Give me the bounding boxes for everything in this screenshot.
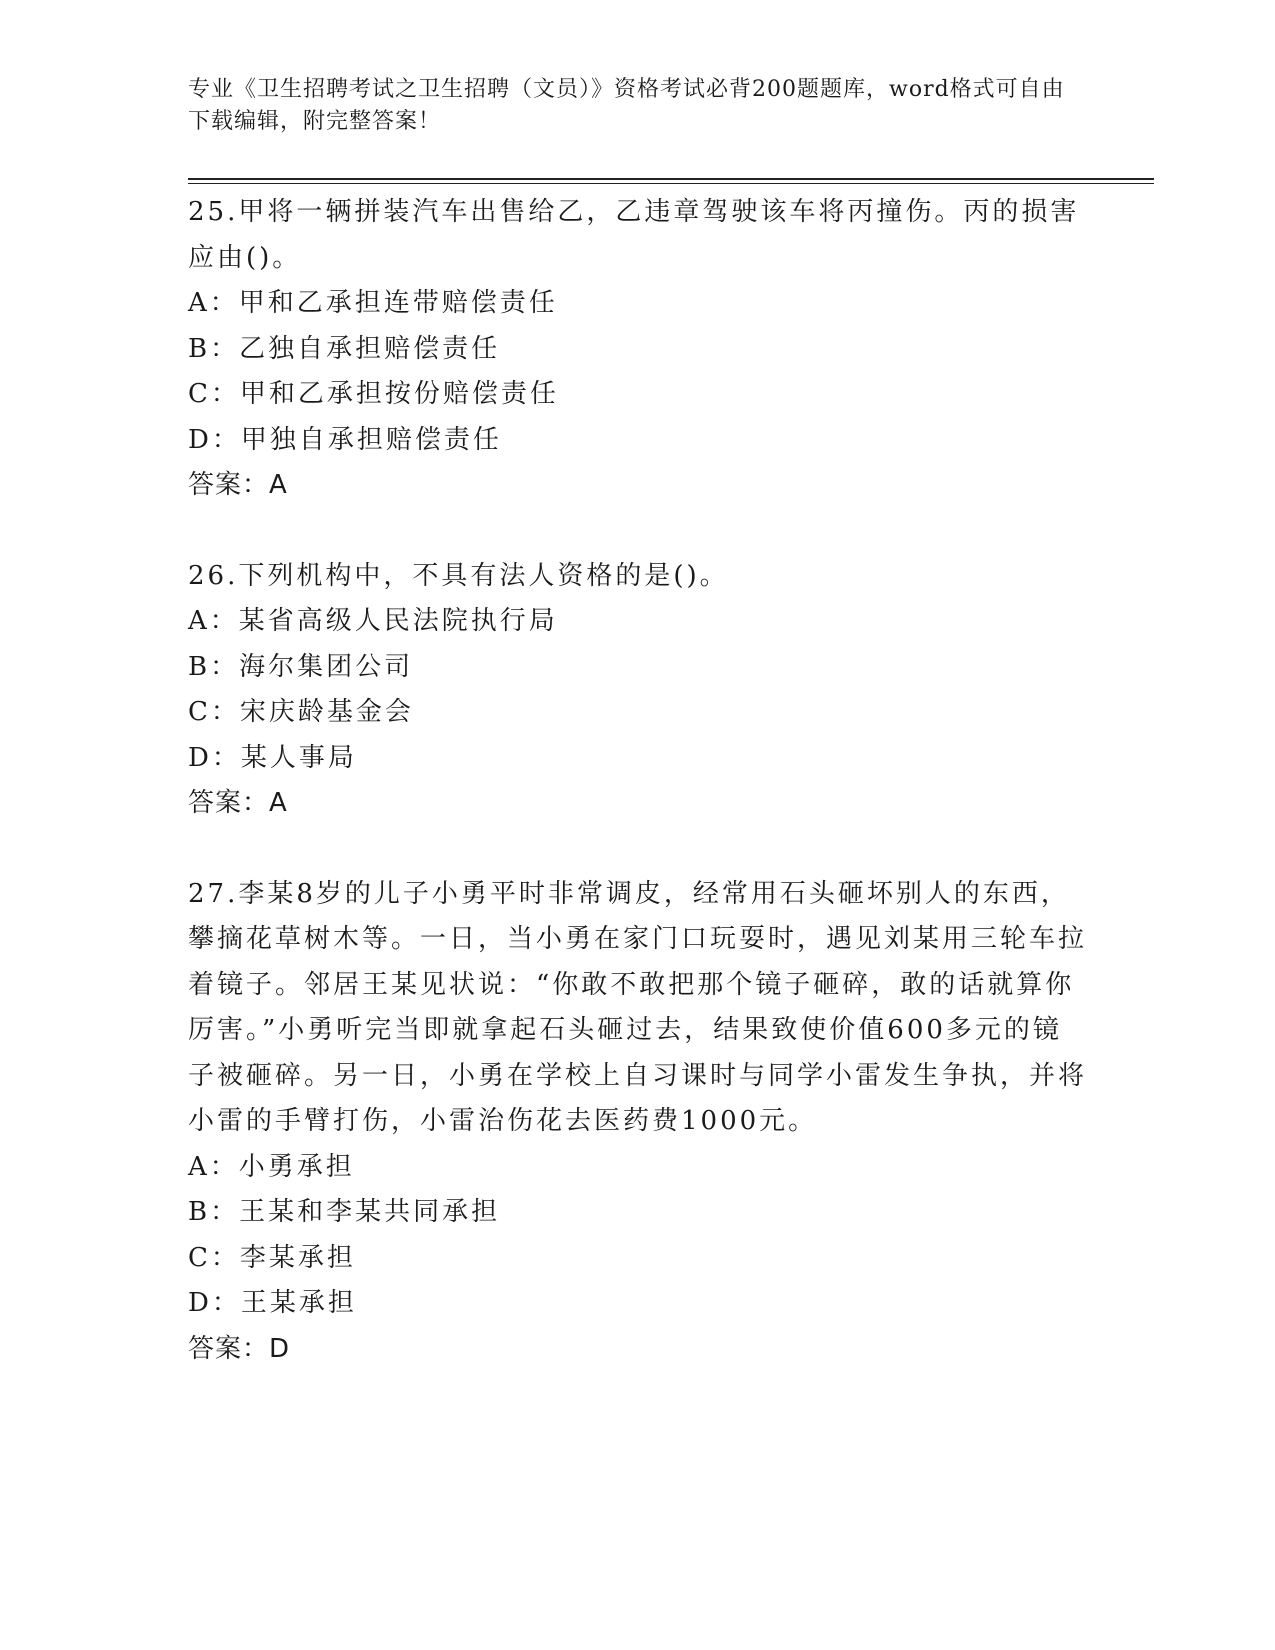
- question-25: [188, 190, 1088, 509]
- answer-label: 答案：D: [188, 1333, 291, 1364]
- option-a: A：甲和乙承担连带赔偿责任: [188, 288, 558, 318]
- question-text: 25.甲将一辆拼装汽车出售给乙，乙违章驾驶该车将丙撞伤。丙的损害应由()。: [188, 197, 1080, 273]
- option-c: C：宋庆龄基金会: [188, 697, 414, 727]
- answer-label: 答案：A: [188, 788, 288, 818]
- option-a: A：某省高级人民法院执行局: [188, 606, 558, 636]
- header-text: 专业《卫生招聘考试之卫生招聘（文员）》资格考试必背200题题库，word格式可自由下载编辑，附完整答案！: [188, 77, 1065, 134]
- option-d: D：甲独自承担赔偿责任: [188, 424, 502, 455]
- option-c: C：李某承担: [188, 1242, 356, 1273]
- document-header: [188, 74, 1068, 138]
- option-b: B：海尔集团公司: [188, 651, 414, 682]
- header-divider-thick: [188, 178, 1154, 180]
- option-d: D：某人事局: [188, 742, 357, 773]
- question-list: [188, 190, 1088, 1417]
- question-text: 26.下列机构中，不具有法人资格的是()。: [188, 560, 729, 591]
- question-26: [188, 554, 1088, 827]
- question-27: [188, 872, 1088, 1373]
- option-b: B：乙独自承担赔偿责任: [188, 333, 501, 364]
- header-divider-thin: [188, 183, 1154, 184]
- option-b: B：王某和李某共同承担: [188, 1197, 501, 1227]
- question-text: 27.李某8岁的儿子小勇平时非常调皮，经常用石头砸坏别人的东西，攀摘花草树木等。一日，当小勇在家门口玩耍时，遇见刘某用三轮车拉着镜子。邻居王某见状说：“你敢不敢把那个镜子砸碎，敢的话就算你厉害。”小勇听完当即就拿起石头砸过去，结果致使价值600多元的镜子被砸碎。另一日，小勇在学校上自习课时与同学小雷发生争执，并将小雷的手臂打伤，小雷治伤花去医药费1000元。: [188, 878, 1088, 1136]
- answer-label: 答案：A: [188, 470, 288, 500]
- option-d: D：王某承担: [188, 1288, 357, 1318]
- option-a: A：小勇承担: [188, 1151, 355, 1182]
- option-c: C：甲和乙承担按份赔偿责任: [188, 379, 559, 409]
